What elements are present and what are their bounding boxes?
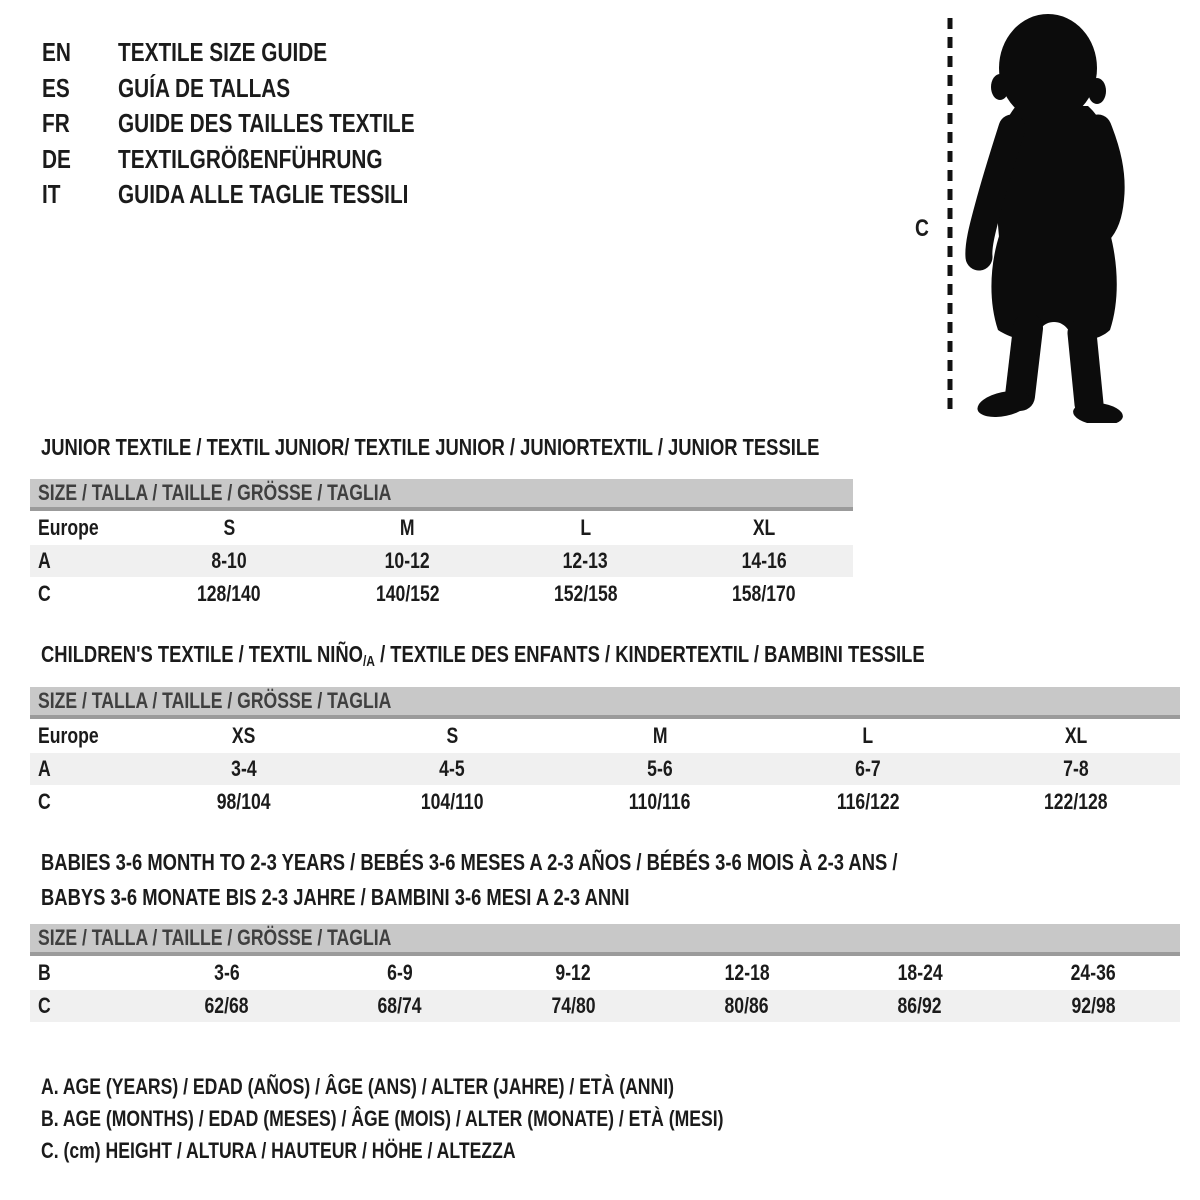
size-table-header: SIZE / TALLA / TAILLE / GRÖSSE / TAGLIA xyxy=(30,479,853,511)
size-table-header: SIZE / TALLA / TAILLE / GRÖSSE / TAGLIA xyxy=(30,924,1180,956)
size-cell: 3-4 xyxy=(231,756,257,781)
size-cell: 158/170 xyxy=(732,581,796,606)
row-label: C xyxy=(38,993,51,1018)
junior-size-table xyxy=(30,479,853,611)
size-cell: 12-18 xyxy=(724,960,770,985)
children-section-title: CHILDREN'S TEXTILE / TEXTIL NIÑO/A / TEXTILE DES ENFANTS / KINDERTEXTIL / BAMBINI TESSILE xyxy=(41,641,925,670)
size-cell: L xyxy=(580,515,591,540)
toddler-silhouette-icon xyxy=(975,14,1124,423)
size-cell: 92/98 xyxy=(1071,993,1116,1018)
language-code: EN xyxy=(42,37,71,67)
table-row-europe xyxy=(30,511,853,545)
children-size-table xyxy=(30,687,1180,819)
row-label: Europe xyxy=(38,723,99,748)
size-cell: 8-10 xyxy=(211,548,247,573)
size-cell: XS xyxy=(232,723,256,748)
row-label: A xyxy=(38,756,51,781)
size-cell: 4-5 xyxy=(439,756,465,781)
table-row-height xyxy=(30,785,1180,819)
size-cell: 12-13 xyxy=(563,548,609,573)
size-cell: M xyxy=(400,515,415,540)
junior-section-title: JUNIOR TEXTILE / TEXTIL JUNIOR/ TEXTILE JUNIOR / JUNIORTEXTIL / JUNIOR TESSILE xyxy=(41,434,820,460)
table-row-height xyxy=(30,577,853,611)
babies-size-table xyxy=(30,924,1180,1022)
size-table-header: SIZE / TALLA / TAILLE / GRÖSSE / TAGLIA xyxy=(30,687,1180,719)
size-cell: 110/116 xyxy=(629,789,691,814)
size-cell: XL xyxy=(1064,723,1088,748)
language-row-fr xyxy=(42,106,489,142)
size-cell: S xyxy=(446,723,458,748)
size-cell: 62/68 xyxy=(204,993,249,1018)
language-code: IT xyxy=(42,179,61,209)
language-code: ES xyxy=(42,72,70,103)
language-row-de xyxy=(42,142,489,178)
size-cell: M xyxy=(652,723,668,748)
legend-line-b: B. AGE (MONTHS) / EDAD (MESES) / ÂGE (MOIS) / ALTER (MONATE) / ETÀ (MESI) xyxy=(41,1106,724,1131)
row-label: C xyxy=(38,581,51,606)
table-row-height xyxy=(30,990,1180,1022)
language-row-es xyxy=(42,71,489,107)
language-code: FR xyxy=(42,108,70,138)
size-cell: 24-36 xyxy=(1070,960,1116,985)
size-cell: 98/104 xyxy=(217,789,271,814)
size-cell: XL xyxy=(752,515,776,540)
legend-line-a: A. AGE (YEARS) / EDAD (AÑOS) / ÂGE (ANS) / ALTER (JAHRE) / ETÀ (ANNI) xyxy=(41,1074,674,1099)
language-title: TEXTILE SIZE GUIDE xyxy=(118,37,328,67)
row-label: Europe xyxy=(38,515,99,540)
size-cell: 3-6 xyxy=(213,960,240,985)
size-cell: L xyxy=(862,723,874,748)
size-cell: 116/122 xyxy=(836,789,900,814)
size-cell: 7-8 xyxy=(1063,756,1089,781)
language-title: TEXTILGRÖßENFÜHRUNG xyxy=(118,143,383,174)
size-cell: 122/128 xyxy=(1044,789,1108,814)
size-cell: 6-9 xyxy=(387,960,413,985)
language-title: GUIDE DES TAILLES TEXTILE xyxy=(118,108,415,138)
size-cell: 152/158 xyxy=(553,581,618,606)
size-cell: 80/86 xyxy=(724,993,769,1018)
legend-line-c: C. (cm) HEIGHT / ALTURA / HAUTEUR / HÖHE / ALTEZZA xyxy=(41,1138,516,1163)
size-cell: 10-12 xyxy=(384,548,430,573)
size-cell: 74/80 xyxy=(551,993,596,1018)
size-cell: 6-7 xyxy=(855,756,881,781)
size-cell: 68/74 xyxy=(377,993,423,1018)
size-cell: 18-24 xyxy=(897,960,943,985)
table-row-age xyxy=(30,753,1180,785)
row-label: B xyxy=(38,960,51,985)
table-row-europe xyxy=(30,719,1180,753)
size-cell: S xyxy=(223,515,235,540)
row-label: A xyxy=(38,548,51,573)
legend xyxy=(41,1071,894,1167)
height-label-c: C xyxy=(915,215,929,242)
language-title-list xyxy=(42,35,489,213)
language-row-it xyxy=(42,177,489,213)
toddler-silhouette-figure xyxy=(905,8,1155,423)
height-measure-figure xyxy=(905,8,1155,423)
size-cell: 140/152 xyxy=(375,581,440,606)
language-code: DE xyxy=(42,143,71,174)
size-cell: 86/92 xyxy=(897,993,943,1018)
language-row-en xyxy=(42,35,489,71)
size-cell: 104/110 xyxy=(420,789,484,814)
size-cell: 9-12 xyxy=(555,960,591,985)
size-cell: 128/140 xyxy=(197,581,261,606)
size-cell: 5-6 xyxy=(647,756,673,781)
babies-section-title: BABIES 3-6 MONTH TO 2-3 YEARS / BEBÉS 3-6 MESES A 2-3 AÑOS / BÉBÉS 3-6 MOIS À 2-3 ANS / BABYS 3-6 MONATE BIS 2-3 JAHRE / BAMBINI 3-6 MESI A 2-3 ANNI xyxy=(41,849,898,910)
size-cell: 14-16 xyxy=(741,548,787,573)
title-subscript: /A xyxy=(362,653,375,670)
table-row-age xyxy=(30,545,853,577)
row-label: C xyxy=(38,789,51,814)
language-title: GUIDA ALLE TAGLIE TESSILI xyxy=(118,179,409,209)
table-row-age-months xyxy=(30,956,1180,990)
language-title: GUÍA DE TALLAS xyxy=(118,72,291,103)
